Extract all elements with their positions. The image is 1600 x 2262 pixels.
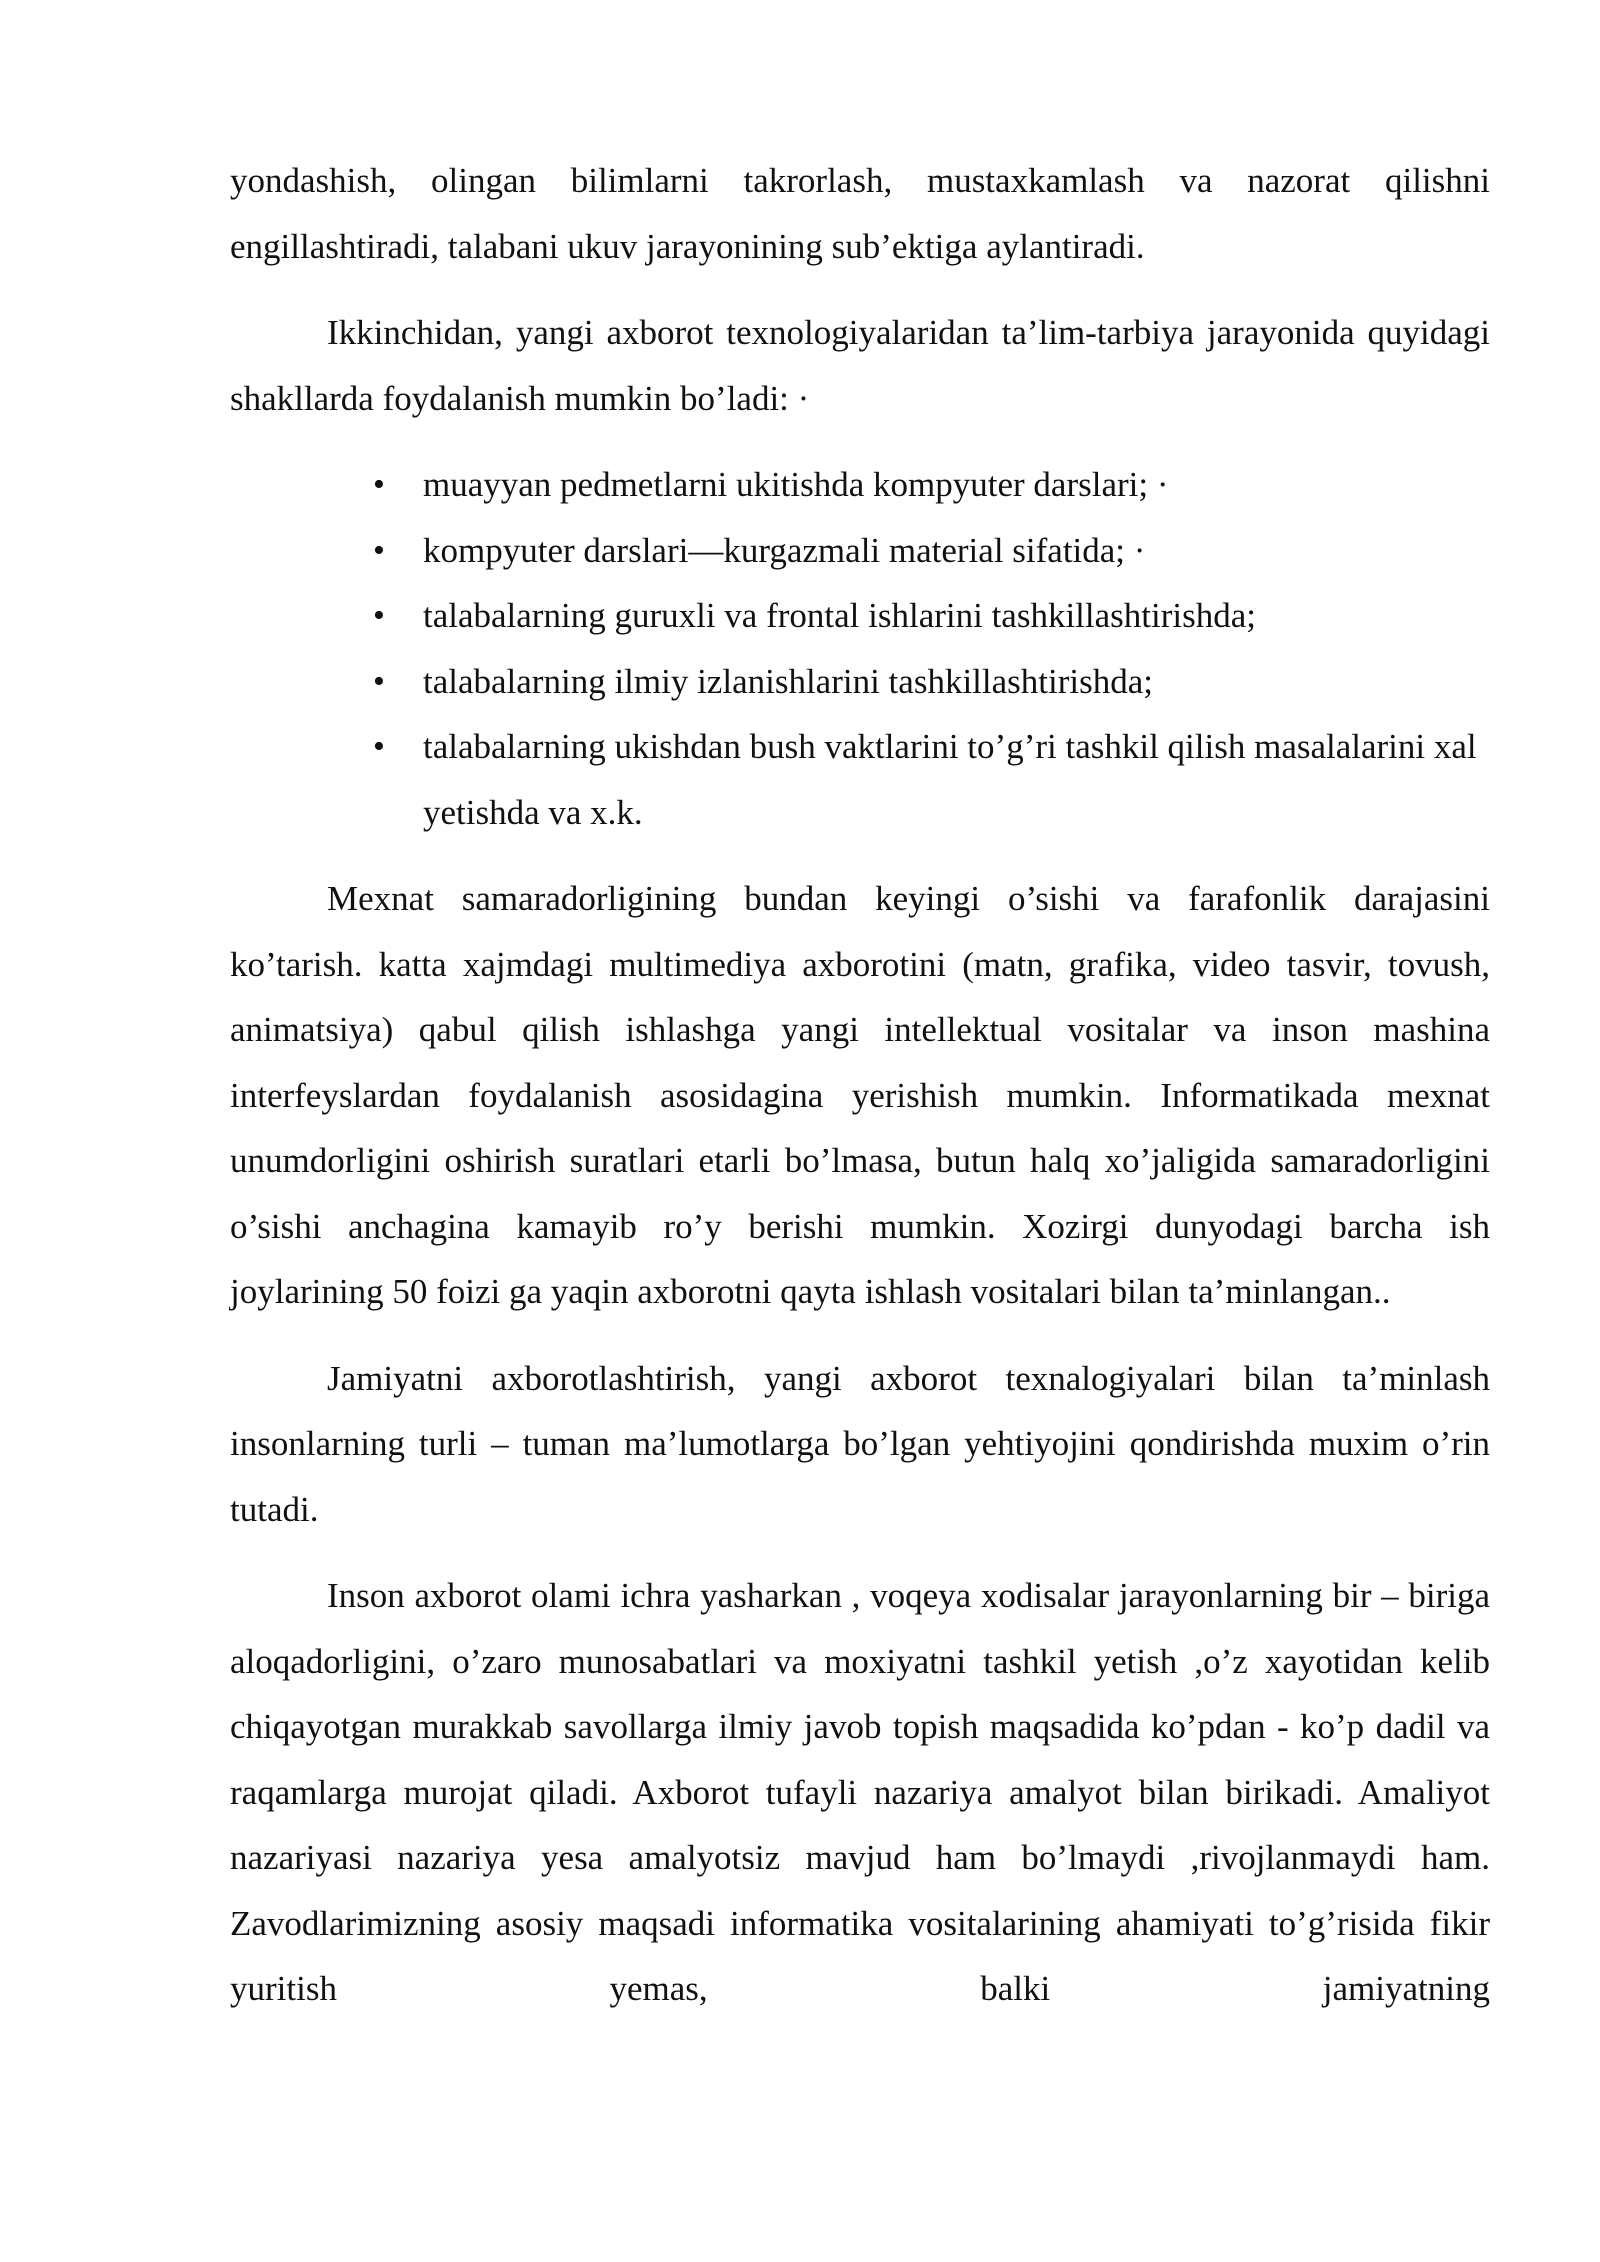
list-item-text: muayyan pedmetlarni ukitishda kompyuter darslari; ·	[423, 465, 1169, 504]
bullet-icon: •	[373, 597, 385, 634]
document-body	[230, 148, 1490, 2022]
paragraph-5: Inson axborot olami ichra yasharkan , voqeya xodisalar jarayonlarning bir – biriga aloqadorligini, o’zaro munosabatlari va moxiyatni tashkil yetish ,o’z xayotidan kelib chiqayotgan murakkab savollarga ilmiy javob topish maqsadida ko’pdan - ko’p dadil va raqamlarga murojat qiladi. Axborot tufayli nazariya amalyot bilan birikadi. Amaliyot nazariyasi nazariya yesa amalyotsiz mavjud ham bo’lmaydi ,rivojlanmaydi ham. Zavodlarimizning asosiy maqsadi informatika vositalarining ahamiyati to’g’risida fikir yuritish yemas, balki jamiyatning	[230, 1576, 1490, 2008]
bullet-icon: •	[373, 662, 385, 700]
paragraph-1: yondashish, olingan bilimlarni takrorlash, mustaxkamlash va nazorat qilishni engillashtiradi, talabani ukuv jarayonining sub’ektiga aylantiradi.	[230, 161, 1490, 266]
list-item-text: talabalarning ukishdan bush vaktlarini to’g’ri tashkil qilish masalalarini xal yetishda va x.k.	[423, 727, 1477, 832]
paragraph-3: Mexnat samaradorligining bundan keyingi o’sishi va farafonlik darajasini ko’tarish. katta xajmdagi multimediya axborotini (matn, grafika, video tasvir, tovush, animatsiya) qabul qilish ishlashga yangi intellektual vositalar va inson mashina interfeyslardan foydalanish asosidagina yerishish mumkin. Informatikada mexnat unumdorligini oshirish suratlari etarli bo’lmasa, butun halq xo’jaligida samaradorligini o’sishi anchagina kamayib ro’y berishi mumkin. Xozirgi dunyodagi barcha ish joylarining 50 foizi ga yaqin axborotni qayta ishlash vositalari bilan ta’minlangan..	[230, 879, 1490, 1311]
list-item	[230, 714, 1502, 845]
list-item	[230, 649, 1502, 715]
list-item-text: talabalarning guruxli va frontal ishlarini tashkillashtirishda;	[423, 596, 1256, 635]
paragraph-2: Ikkinchidan, yangi axborot texnologiyalaridan ta’lim-tarbiya jarayonida quyidagi shakllarda foydalanish mumkin bo’ladi: ·	[230, 313, 1490, 418]
paragraph-4: Jamiyatni axborotlashtirish, yangi axborot texnalogiyalari bilan ta’minlash insonlarning turli – tuman ma’lumotlarga bo’lgan yehtiyojini qondirishda muxim o’rin tutadi.	[230, 1358, 1490, 1529]
bullet-icon: •	[373, 531, 385, 569]
list-item	[230, 518, 1502, 584]
list-item-text: talabalarning ilmiy izlanishlarini tashkillashtirishda;	[423, 661, 1153, 701]
list-item	[230, 452, 1502, 518]
list-item	[230, 583, 1502, 649]
bullet-icon: •	[373, 728, 385, 765]
bullet-icon: •	[373, 466, 385, 503]
list-item-text: kompyuter darslari—kurgazmali material sifatida; ·	[423, 530, 1146, 570]
bullet-list	[230, 452, 1490, 845]
